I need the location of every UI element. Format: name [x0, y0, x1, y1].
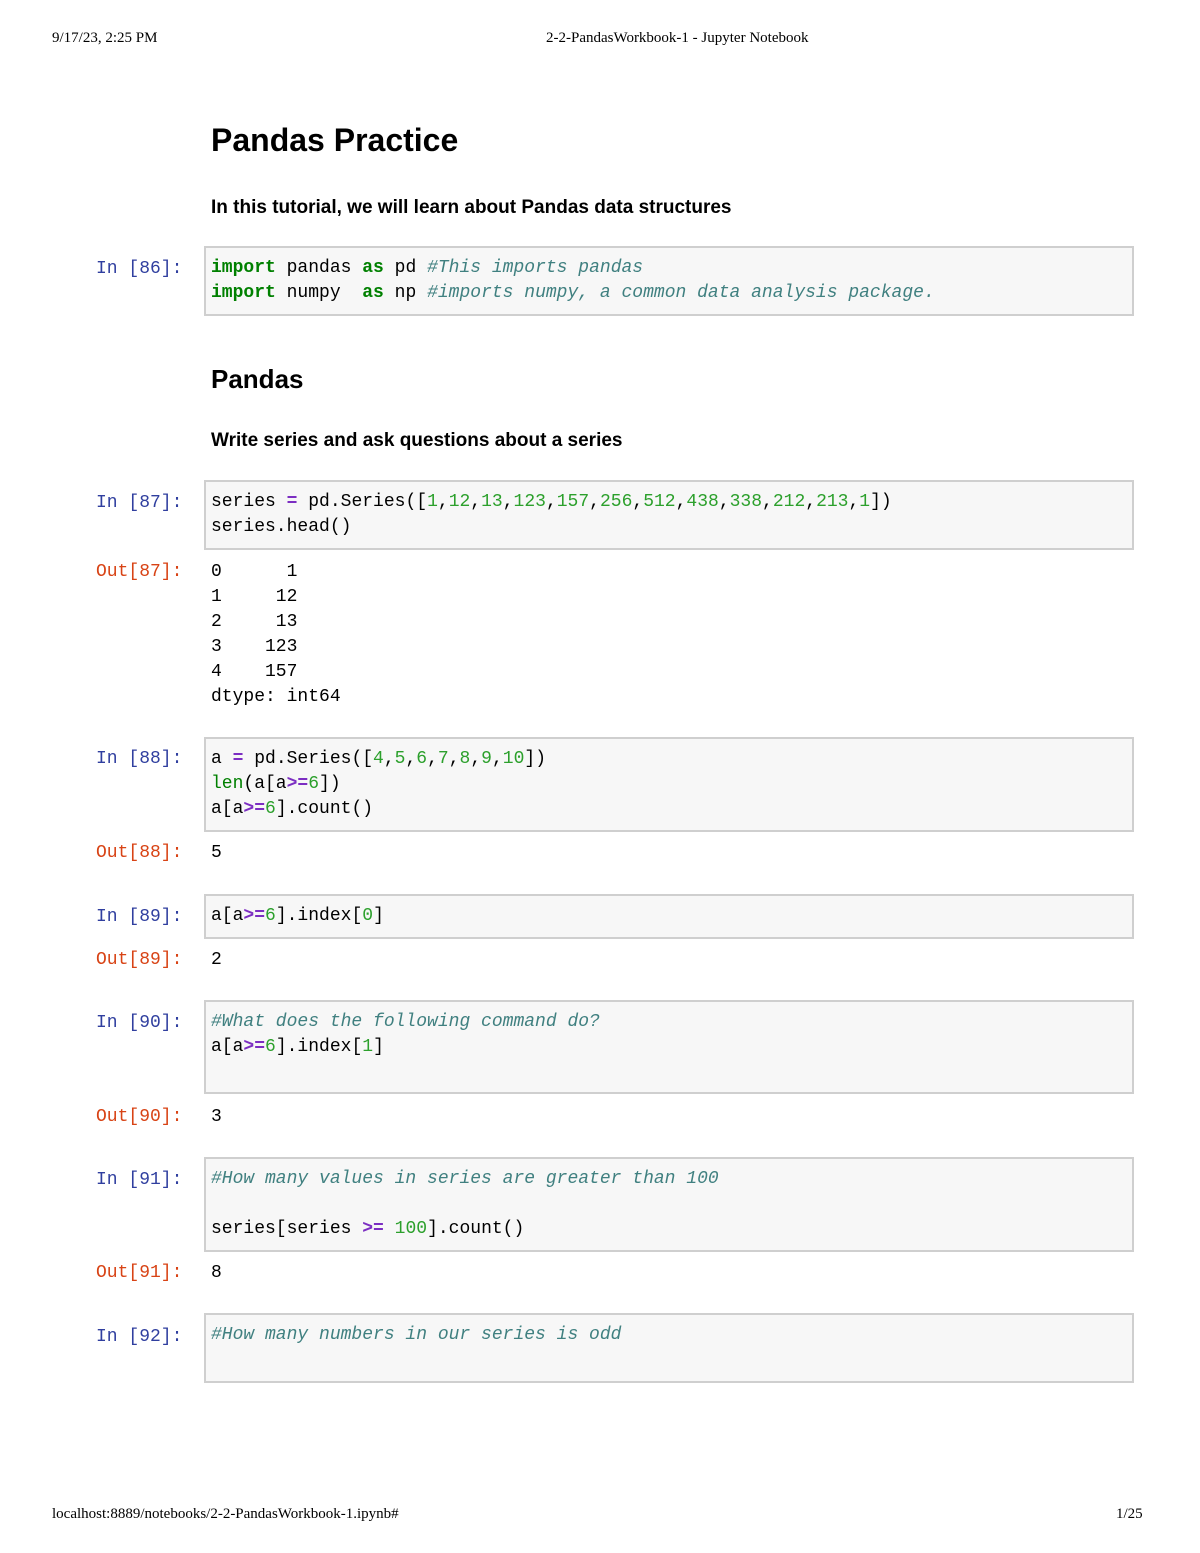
code-line: #What does the following command do? — [211, 1012, 600, 1032]
code-input[interactable] — [206, 1159, 1132, 1250]
out-prompt: Out[88]: — [96, 843, 183, 863]
in-prompt: In [88]: — [96, 749, 183, 769]
code-line: series.head() — [211, 517, 352, 537]
code-cell[interactable] — [204, 894, 1134, 939]
code-input[interactable] — [206, 248, 1132, 314]
code-input[interactable] — [206, 896, 1132, 937]
out-prompt: Out[90]: — [96, 1107, 183, 1127]
out-prompt: Out[91]: — [96, 1263, 183, 1283]
code-input[interactable] — [206, 739, 1132, 830]
code-line: import numpy as np #imports numpy, a common data analysis package. — [211, 283, 935, 303]
print-date: 9/17/23, 2:25 PM — [52, 30, 158, 46]
print-page-number: 1/25 — [1116, 1506, 1143, 1522]
print-url: localhost:8889/notebooks/2-2-PandasWorkbook-1.ipynb# — [52, 1506, 399, 1522]
code-cell[interactable] — [204, 246, 1134, 316]
code-input[interactable] — [206, 1315, 1132, 1356]
code-line: a[a>=6].count() — [211, 799, 374, 819]
in-prompt: In [90]: — [96, 1013, 183, 1033]
in-prompt: In [91]: — [96, 1170, 183, 1190]
section-heading: Pandas — [211, 364, 304, 394]
code-input[interactable] — [206, 482, 1132, 548]
code-input[interactable] — [206, 1002, 1132, 1068]
code-cell[interactable] — [204, 1313, 1134, 1383]
in-prompt: In [89]: — [96, 907, 183, 927]
cell-output: 8 — [211, 1263, 222, 1283]
in-prompt: In [92]: — [96, 1327, 183, 1347]
notebook-title: Pandas Practice — [211, 122, 459, 158]
code-cell[interactable] — [204, 737, 1134, 832]
code-cell[interactable] — [204, 1000, 1134, 1094]
code-line: a = pd.Series([4,5,6,7,8,9,10]) — [211, 749, 547, 769]
code-line: series = pd.Series([1,12,13,123,157,256,512,438,338,212,213,1]) — [211, 492, 892, 512]
in-prompt: In [87]: — [96, 493, 183, 513]
code-line: a[a>=6].index[0] — [211, 906, 384, 926]
code-line: a[a>=6].index[1] — [211, 1037, 384, 1057]
cell-output: 2 — [211, 950, 222, 970]
intro-text: In this tutorial, we will learn about Pandas data structures — [211, 197, 732, 218]
out-prompt: Out[89]: — [96, 950, 183, 970]
code-cell[interactable] — [204, 480, 1134, 550]
code-line: #How many numbers in our series is odd — [211, 1325, 622, 1345]
code-line: #How many values in series are greater than 100 — [211, 1169, 719, 1189]
cell-output: 0 1 1 12 2 13 3 123 4 157 dtype: int64 — [211, 562, 341, 707]
code-line: len(a[a>=6]) — [211, 774, 341, 794]
out-prompt: Out[87]: — [96, 562, 183, 582]
in-prompt: In [86]: — [96, 259, 183, 279]
code-line: series[series >= 100].count() — [211, 1219, 525, 1239]
cell-output: 5 — [211, 843, 222, 863]
print-page-title: 2-2-PandasWorkbook-1 - Jupyter Notebook — [546, 30, 809, 46]
code-line: import pandas as pd #This imports pandas — [211, 258, 644, 278]
section-description: Write series and ask questions about a series — [211, 430, 623, 451]
code-cell[interactable] — [204, 1157, 1134, 1252]
cell-output: 3 — [211, 1107, 222, 1127]
